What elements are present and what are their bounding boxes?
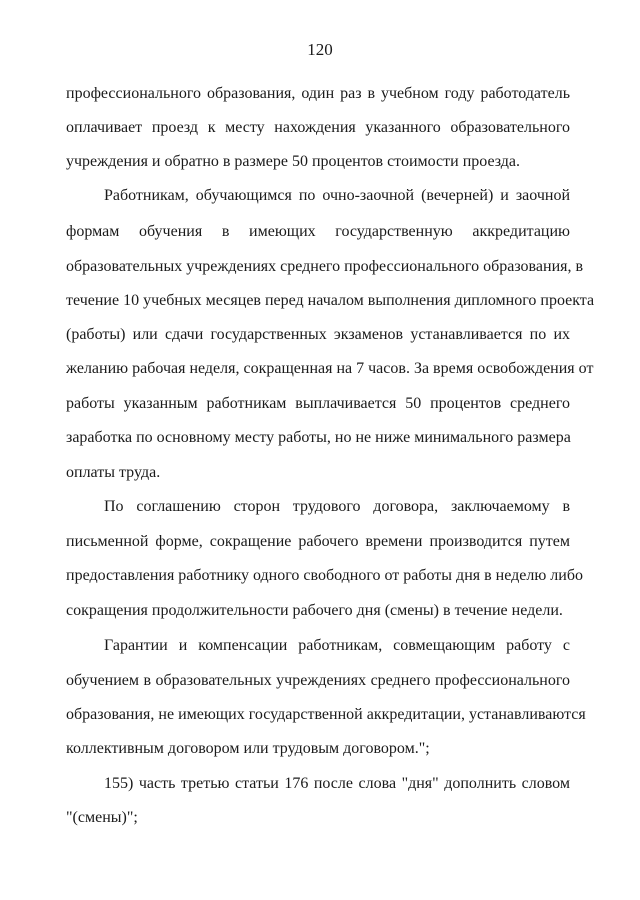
paragraph-line: (работы) или сдачи государственных экзаменов устанавливается по их	[66, 326, 570, 343]
paragraph-line: Гарантии и компенсации работникам, совмещающим работу с	[104, 637, 570, 654]
paragraph-line: По соглашению сторон трудового договора, заключаемому в	[104, 498, 570, 515]
page-number: 120	[307, 40, 333, 59]
paragraph-line: оплаты труда.	[66, 464, 161, 481]
paragraph-line: течение 10 учебных месяцев перед началом выполнения дипломного проекта	[66, 292, 595, 309]
paragraph-line: оплачивает проезд к месту нахождения указанного образовательного	[66, 119, 570, 136]
paragraph-line: Работникам, обучающимся по очно-заочной (вечерней) и заочной	[104, 187, 570, 204]
paragraph-line: сокращения продолжительности рабочего дня (смены) в течение недели.	[66, 602, 563, 619]
paragraph-line: образования, не имеющих государственной аккредитации, устанавливаются	[66, 706, 586, 723]
paragraph-line: формам обучения в имеющих государственную аккредитацию	[66, 223, 570, 240]
paragraph-line: профессионального образования, один раз в учебном году работодатель	[66, 85, 570, 102]
paragraph-line: письменной форме, сокращение рабочего времени производится путем	[66, 533, 570, 550]
paragraph-line: желанию рабочая неделя, сокращенная на 7 часов. За время освобождения от	[66, 360, 594, 377]
paragraph-line: обучением в образовательных учреждениях среднего профессионального	[66, 672, 570, 689]
paragraph-line: коллективным договором или трудовым договором.";	[66, 740, 430, 757]
paragraph-line: предоставления работнику одного свободного от работы дня в неделю либо	[66, 567, 583, 584]
paragraph-line: "(смены)";	[66, 809, 138, 826]
paragraph-line: 155) часть третью статьи 176 после слова "дня" дополнить словом	[104, 775, 570, 792]
paragraph-line: учреждения и обратно в размере 50 процентов стоимости проезда.	[66, 153, 521, 170]
paragraph-line: работы указанным работникам выплачивается 50 процентов среднего	[66, 395, 570, 412]
paragraph-line: заработка по основному месту работы, но не ниже минимального размера	[66, 429, 571, 446]
paragraph-line: образовательных учреждениях среднего профессионального образования, в	[66, 258, 584, 275]
